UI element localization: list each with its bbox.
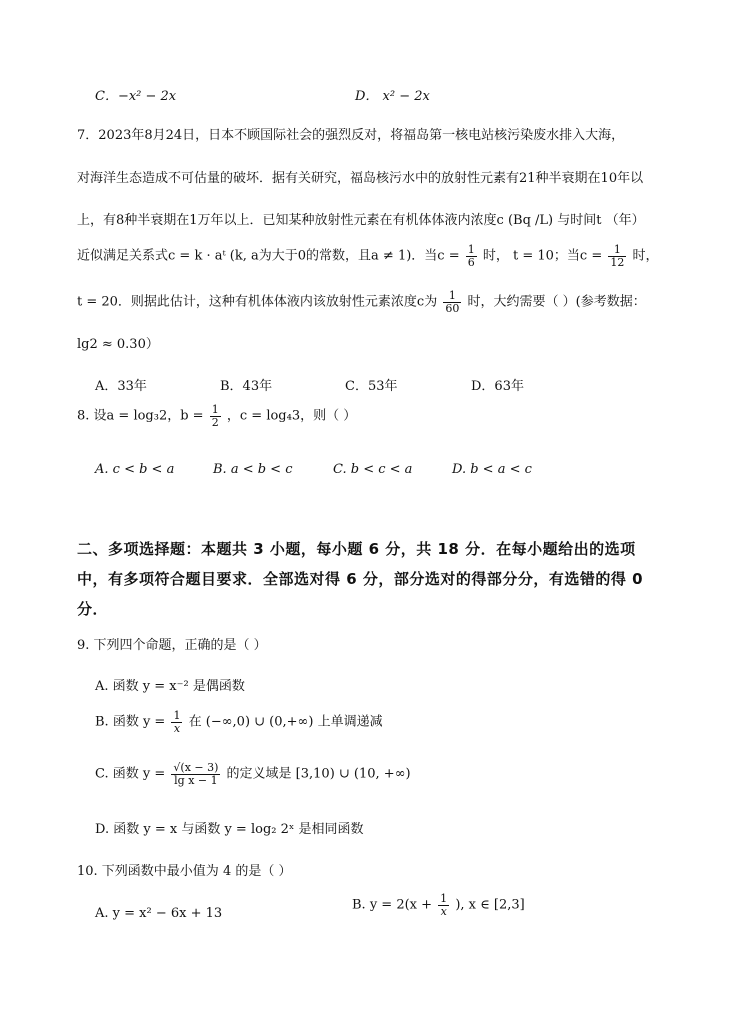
q7-line-4	[77, 244, 659, 268]
q7-fraction-2	[608, 244, 626, 268]
q7-line-5-part-b: 时，大约需要（ ）(参考数据：	[467, 294, 646, 310]
q7-fraction-1	[466, 244, 477, 268]
q6-option-c: C．−x² − 2x	[95, 89, 177, 104]
q9-stem: 9. 下列四个命题，正确的是（ ）	[77, 638, 267, 653]
q9-option-a: A. 函数 y = x⁻² 是偶函数	[95, 679, 245, 694]
q9-option-c	[95, 762, 411, 786]
q7-option-d: D．63年	[471, 379, 524, 394]
q9-option-c-part-b: 的定义域是 [3,10) ∪ (10, +∞)	[226, 766, 411, 782]
q7-line-6: lg2 ≈ 0.30）	[77, 337, 159, 352]
q7-fraction-1-denominator: 6	[467, 255, 475, 269]
q9-option-b-fraction	[171, 710, 182, 734]
q6-option-d: D． x² − 2x	[355, 89, 430, 104]
q10-option-b-part-b: ), x ∈ [2,3]	[455, 897, 525, 913]
q7-line-2: 对海洋生态造成不可估量的破坏．据有关研究，福岛核污水中的放射性元素有21种半衰期在10年以	[77, 171, 644, 186]
q10-option-b-denominator: x	[440, 904, 447, 918]
q8-stem-part-a: 8. 设a = log₃2，b =	[77, 408, 204, 424]
q10-option-b-part-a: B. y = 2(x +	[352, 897, 433, 913]
q7-line-4-part-a: 近似满足关系式c = k · aᵗ (k, a为大于0的常数，且a ≠ 1)．当c =	[77, 248, 460, 264]
q7-fraction-1-numerator: 1	[467, 243, 475, 256]
q8-option-d: D. b < a < c	[452, 462, 532, 477]
q10-option-b-numerator: 1	[440, 892, 448, 905]
q9-option-c-part-a: C. 函数 y =	[95, 766, 166, 782]
q7-fraction-3-denominator: 60	[445, 301, 460, 315]
q7-fraction-2-denominator: 12	[610, 255, 625, 269]
q9-option-b-part-b: 在 (−∞,0) ∪ (0,+∞) 上单调递减	[188, 714, 383, 730]
q8-option-b: B. a < b < c	[213, 462, 293, 477]
q7-line-4-part-c: 时，	[632, 248, 659, 264]
q10-option-b	[352, 893, 525, 917]
q7-line-3: 上，有8种半衰期在1万年以上．已知某种放射性元素在有机体体液内浓度c (Bq /L) 与时间t （年）	[77, 213, 645, 228]
q7-option-b: B．43年	[220, 379, 273, 394]
q7-line-4-part-b: 时， t = 10；当c =	[482, 248, 603, 264]
q8-fraction	[210, 404, 221, 428]
q7-line-5	[77, 290, 646, 314]
q8-fraction-numerator: 1	[211, 403, 219, 416]
section-2-heading-line-1: 二、多项选择题：本题共 3 小题，每小题 6 分，共 18 分．在每小题给出的选项	[77, 540, 636, 558]
q7-line-5-part-a: t = 20．则据此估计，这种有机体体液内该放射性元素浓度c为	[77, 294, 438, 310]
section-2-heading-line-2: 中，有多项符合题目要求．全部选对得 6 分，部分选对的得部分分，有选错的得 0	[77, 570, 644, 588]
q9-option-b	[95, 710, 383, 734]
q9-option-b-numerator: 1	[173, 709, 181, 722]
q7-fraction-2-numerator: 1	[608, 244, 626, 257]
q7-line-1: 7．2023年8月24日，日本不顾国际社会的强烈反对，将福岛第一核电站核污染废水排入大海，	[77, 128, 625, 143]
q9-option-c-fraction	[171, 762, 220, 786]
q7-fraction-3-numerator: 1	[443, 290, 461, 303]
q8-option-c: C. b < c < a	[333, 462, 413, 477]
q8-stem	[77, 404, 356, 428]
q10-stem: 10. 下列函数中最小值为 4 的是（ ）	[77, 864, 292, 879]
q8-stem-part-b: ，c = log₄3，则（ ）	[226, 408, 357, 424]
q10-option-a: A. y = x² − 6x + 13	[95, 906, 223, 921]
q8-fraction-denominator: 2	[211, 415, 219, 429]
q10-option-b-fraction	[438, 893, 449, 917]
q8-option-a: A. c < b < a	[95, 462, 175, 477]
q7-option-a: A．33年	[95, 379, 147, 394]
section-2-heading-line-3: 分．	[77, 600, 109, 618]
q9-option-c-denominator: lg x − 1	[174, 773, 218, 787]
q7-option-c: C．53年	[345, 379, 398, 394]
q9-option-c-numerator: √(x − 3)	[173, 761, 219, 774]
q7-fraction-3	[443, 290, 461, 314]
q9-option-d: D. 函数 y = x 与函数 y = log₂ 2ˣ 是相同函数	[95, 822, 364, 837]
q9-option-b-denominator: x	[173, 721, 181, 735]
q9-option-b-part-a: B. 函数 y =	[95, 714, 166, 730]
